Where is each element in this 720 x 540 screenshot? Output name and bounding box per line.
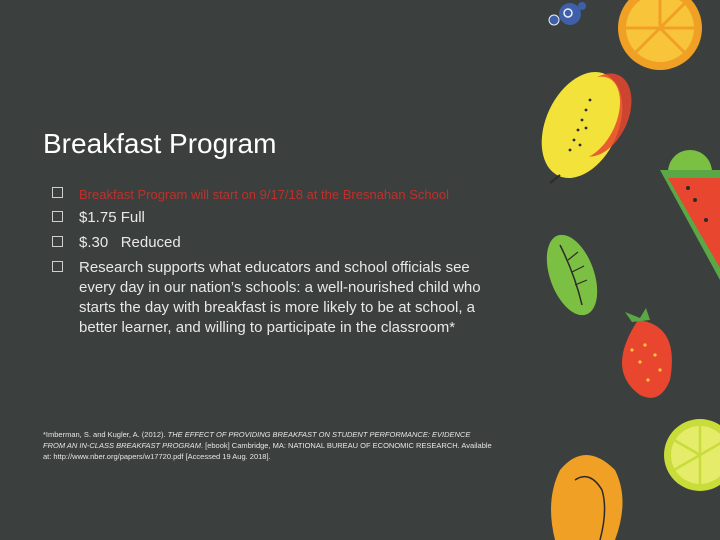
slide-title: Breakfast Program	[43, 128, 277, 159]
citation-source: . [ebook] Cambridge, MA: NATIONAL BUREAU OF ECONOMIC RESEARCH. Available at: http://www.nber.org/papers/w17720.pdf [Accessed 19 Aug. 2018].	[43, 441, 492, 461]
strawberry-icon	[622, 308, 672, 398]
bullet-square-icon	[52, 211, 63, 222]
bullet-square-icon	[52, 261, 63, 272]
blueberry-icon	[549, 2, 586, 25]
citation-authors: *Imberman, S. and Kugler, A. (2012).	[43, 430, 168, 439]
watermelon-slice-icon	[660, 170, 720, 280]
bullet-item-full-price	[52, 208, 502, 228]
bullet-list	[52, 186, 502, 343]
lime-slice-icon	[664, 419, 720, 491]
bullet-text: $1.75 Full	[79, 209, 145, 226]
orange-slice-icon	[618, 0, 702, 70]
bullet-text: Breakfast Program will start on 9/17/18 at the Bresnahan School	[79, 187, 449, 202]
bullet-item-start-date	[52, 186, 502, 203]
green-leaf-icon	[537, 228, 607, 322]
bullet-item-reduced-price	[52, 233, 502, 253]
banana-icon	[551, 455, 623, 540]
bullet-square-icon	[52, 236, 63, 247]
bullet-text: Research supports what educators and school officials see every day in our nation’s schools: a well-nourished child who starts the day with breakfast is more likely to be at school, a better learner, and willing to participate in the classroom*	[79, 259, 481, 336]
citation-title: THE EFFECT OF PROVIDING BREAKFAST ON STUDENT PERFORMANCE: EVIDENCE FROM AN IN-CLASS BREAKFAST PROGRAM	[43, 430, 471, 450]
fruit-illustration	[520, 0, 720, 540]
lemon-icon	[526, 59, 644, 191]
citation-footnote	[43, 429, 493, 462]
bullet-item-research	[52, 258, 502, 338]
bullet-text: $.30 Reduced	[79, 234, 181, 251]
bullet-square-icon	[52, 187, 63, 198]
